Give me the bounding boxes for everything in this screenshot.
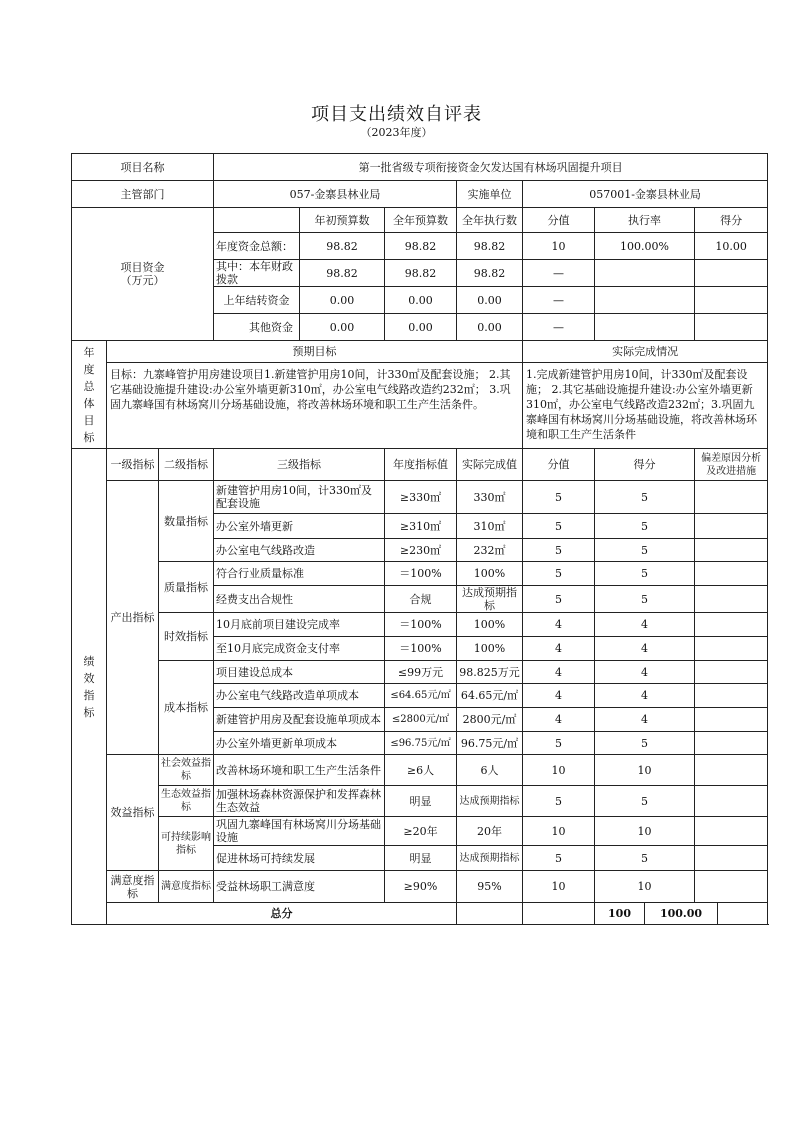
goals-label: [72, 341, 107, 449]
got-cell: 5: [595, 786, 695, 817]
actual-cell: 330㎡: [457, 481, 523, 514]
indicator-header: 一级指标: [107, 449, 159, 481]
deviation-cell: [695, 637, 768, 661]
deviation-cell: [695, 732, 768, 755]
funds-header: 全年预算数: [385, 208, 457, 233]
actual-cell: 310㎡: [457, 514, 523, 539]
score-cell: 5: [523, 786, 595, 817]
got-cell: 5: [595, 514, 695, 539]
target-cell: ≤96.75元/㎡: [385, 732, 457, 755]
target-cell: ≥90%: [385, 871, 457, 903]
deviation-cell: [695, 684, 768, 708]
score-cell: 10: [523, 755, 595, 786]
funds-cell: 0.00: [300, 314, 385, 341]
target-cell: ＝100%: [385, 613, 457, 637]
deviation-cell: [695, 786, 768, 817]
total-label: 总分: [107, 903, 457, 925]
level3-cell: 办公室外墙更新: [214, 514, 385, 539]
indicator-header: 实际完成值: [457, 449, 523, 481]
total-got: 100.00: [645, 903, 718, 925]
deviation-cell: [695, 514, 768, 539]
funds-cell: 0.00: [385, 287, 457, 314]
funds-cell: 98.82: [300, 260, 385, 287]
target-cell: ≥6人: [385, 755, 457, 786]
level3-cell: 办公室外墙更新单项成本: [214, 732, 385, 755]
funds-cell: [695, 314, 768, 341]
funds-cell: [595, 260, 695, 287]
funds-header-blank: [214, 208, 300, 233]
deviation-cell: [695, 562, 768, 586]
score-cell: 5: [523, 562, 595, 586]
funds-header: 全年执行数: [457, 208, 523, 233]
got-cell: 4: [595, 661, 695, 684]
funds-cell: 98.82: [385, 233, 457, 260]
score-cell: 5: [523, 481, 595, 514]
actual-cell: 96.75元/㎡: [457, 732, 523, 755]
funds-row-name: 上年结转资金: [214, 287, 300, 314]
actual-cell: 100%: [457, 562, 523, 586]
indicators-label: [72, 449, 107, 925]
total-blank: [523, 903, 595, 925]
funds-cell: 0.00: [457, 287, 523, 314]
level3-cell: 10月底前项目建设完成率: [214, 613, 385, 637]
score-cell: 4: [523, 637, 595, 661]
score-cell: 10: [523, 817, 595, 846]
level3-cell: 办公室电气线路改造: [214, 539, 385, 562]
level2-cell: 数量指标: [159, 481, 214, 562]
deviation-cell: [695, 846, 768, 871]
funds-row-name: 其他资金: [214, 314, 300, 341]
got-cell: 4: [595, 613, 695, 637]
funds-cell: 98.82: [457, 233, 523, 260]
actual-cell: 2800元/㎡: [457, 708, 523, 732]
score-cell: 5: [523, 732, 595, 755]
funds-cell: —: [523, 287, 595, 314]
funds-header: 执行率: [595, 208, 695, 233]
score-cell: 5: [523, 846, 595, 871]
actual-cell: 100%: [457, 637, 523, 661]
funds-cell: —: [523, 260, 595, 287]
level1-cell: 满意度指标: [107, 871, 159, 903]
actual-cell: 95%: [457, 871, 523, 903]
level3-cell: 项目建设总成本: [214, 661, 385, 684]
got-cell: 5: [595, 539, 695, 562]
deviation-cell: [695, 755, 768, 786]
target-cell: ≥20年: [385, 817, 457, 846]
indicator-header: 偏差原因分析及改进措施: [695, 449, 768, 481]
funds-header: 得分: [695, 208, 768, 233]
project-name-value: 第一批省级专项衔接资金欠发达国有林场巩固提升项目: [214, 154, 768, 181]
got-cell: 4: [595, 684, 695, 708]
level2-cell: 生态效益指标: [159, 786, 214, 817]
total-blank: [457, 903, 523, 925]
impl-value: 057001-金寨县林业局: [523, 181, 768, 208]
actual-result-text: 1.完成新建管护用房10间，计330㎡及配套设施； 2.其它基础设施提升建设:办公室外墙更新310㎡，办公室电气线路改造232㎡；3.巩固九寨峰国有林场窝川分场基础设施，将改善林场环境和职工生产生活条件: [523, 363, 768, 449]
score-cell: 4: [523, 684, 595, 708]
dept-value: 057-金寨县林业局: [214, 181, 457, 208]
target-cell: ≥310㎡: [385, 514, 457, 539]
funds-cell: [595, 314, 695, 341]
score-cell: 4: [523, 661, 595, 684]
target-cell: 明显: [385, 786, 457, 817]
indicator-header: 分值: [523, 449, 595, 481]
score-cell: 4: [523, 708, 595, 732]
target-cell: ＝100%: [385, 637, 457, 661]
level1-cell: 效益指标: [107, 755, 159, 871]
indicators-label-text: 绩 效 指 标: [83, 654, 95, 719]
actual-cell: 6人: [457, 755, 523, 786]
funds-cell: 10: [523, 233, 595, 260]
actual-cell: 64.65元/㎡: [457, 684, 523, 708]
got-cell: 5: [595, 562, 695, 586]
deviation-cell: [695, 871, 768, 903]
funds-cell: 0.00: [457, 314, 523, 341]
level2-cell: 满意度指标: [159, 871, 214, 903]
got-cell: 5: [595, 846, 695, 871]
target-cell: ≤99万元: [385, 661, 457, 684]
actual-cell: 20年: [457, 817, 523, 846]
score-cell: 5: [523, 539, 595, 562]
target-cell: 合规: [385, 586, 457, 613]
actual-cell: 达成预期指标: [457, 586, 523, 613]
page-title: 项目支出绩效自评表: [311, 104, 482, 125]
level2-cell: 社会效益指标: [159, 755, 214, 786]
actual-cell: 98.825万元: [457, 661, 523, 684]
target-cell: ≤64.65元/㎡: [385, 684, 457, 708]
level3-cell: 符合行业质量标准: [214, 562, 385, 586]
score-cell: 5: [523, 586, 595, 613]
funds-cell: 98.82: [385, 260, 457, 287]
funds-cell: [595, 287, 695, 314]
deviation-cell: [695, 613, 768, 637]
indicator-header: 三级指标: [214, 449, 385, 481]
got-cell: 5: [595, 586, 695, 613]
funds-cell: 100.00%: [595, 233, 695, 260]
goals-label-text: 年 度 总 体 目 标: [83, 345, 95, 444]
got-cell: 10: [595, 755, 695, 786]
score-cell: 4: [523, 613, 595, 637]
funds-label-unit: （万元）: [120, 274, 165, 287]
expected-goal-text: 目标：九寨峰管护用房建设项目1.新建管护用房10间，计330㎡及配套设施； 2.其它基础设施提升建设:办公室外墙更新310㎡，办公室电气线路改造约232㎡； 3.巩固九寨峰国有林场窝川分场基础设施，将改善林场环境和职工生产生活条件。: [107, 363, 523, 449]
got-cell: 5: [595, 481, 695, 514]
score-cell: 5: [523, 514, 595, 539]
deviation-cell: [695, 586, 768, 613]
funds-cell: 0.00: [300, 287, 385, 314]
got-cell: 10: [595, 871, 695, 903]
project-name-label: 项目名称: [72, 154, 214, 181]
got-cell: 4: [595, 637, 695, 661]
got-cell: 4: [595, 708, 695, 732]
indicator-header: 得分: [595, 449, 695, 481]
total-deviation: [718, 903, 768, 925]
actual-cell: 232㎡: [457, 539, 523, 562]
target-cell: ≥330㎡: [385, 481, 457, 514]
level2-cell: 可持续影响指标: [159, 817, 214, 871]
level2-cell: 时效指标: [159, 613, 214, 661]
level3-cell: 巩固九寨峰国有林场窝川分场基础设施: [214, 817, 385, 846]
funds-cell: 0.00: [385, 314, 457, 341]
target-cell: ＝100%: [385, 562, 457, 586]
level1-cell: 产出指标: [107, 481, 159, 755]
total-score: 100: [595, 903, 645, 925]
level3-cell: 改善林场环境和职工生产生活条件: [214, 755, 385, 786]
level2-cell: 成本指标: [159, 661, 214, 755]
funds-cell: —: [523, 314, 595, 341]
dept-label: 主管部门: [72, 181, 214, 208]
funds-header: 分值: [523, 208, 595, 233]
actual-cell: 达成预期指标: [457, 786, 523, 817]
level3-cell: 新建管护用房及配套设施单项成本: [214, 708, 385, 732]
actual-cell: 达成预期指标: [457, 846, 523, 871]
level3-cell: 促进林场可持续发展: [214, 846, 385, 871]
funds-cell: 98.82: [300, 233, 385, 260]
actual-cell: 100%: [457, 613, 523, 637]
deviation-cell: [695, 661, 768, 684]
funds-cell: [695, 287, 768, 314]
impl-label: 实施单位: [457, 181, 523, 208]
level3-cell: 经费支出合规性: [214, 586, 385, 613]
score-cell: 10: [523, 871, 595, 903]
target-cell: ≤2800元/㎡: [385, 708, 457, 732]
funds-header: 年初预算数: [300, 208, 385, 233]
level3-cell: 办公室电气线路改造单项成本: [214, 684, 385, 708]
deviation-cell: [695, 539, 768, 562]
funds-label-text: 项目资金: [120, 261, 165, 274]
deviation-cell: [695, 817, 768, 846]
level3-cell: 至10月底完成资金支付率: [214, 637, 385, 661]
deviation-cell: [695, 708, 768, 732]
got-cell: 5: [595, 732, 695, 755]
page-subtitle: （2023年度）: [360, 126, 433, 139]
funds-row-name: 其中：本年财政拨款: [214, 260, 300, 287]
funds-label: [72, 208, 214, 341]
level3-cell: 加强林场森林资源保护和发挥森林生态效益: [214, 786, 385, 817]
funds-cell: [695, 260, 768, 287]
target-cell: 明显: [385, 846, 457, 871]
target-cell: ≥230㎡: [385, 539, 457, 562]
level3-cell: 受益林场职工满意度: [214, 871, 385, 903]
self-evaluation-table: [71, 153, 768, 925]
funds-cell: 98.82: [457, 260, 523, 287]
got-cell: 10: [595, 817, 695, 846]
indicator-header: 二级指标: [159, 449, 214, 481]
funds-cell: 10.00: [695, 233, 768, 260]
funds-row-name: 年度资金总额：: [214, 233, 300, 260]
expected-goal-header: 预期目标: [107, 341, 523, 363]
level3-cell: 新建管护用房10间，计330㎡及配套设施: [214, 481, 385, 514]
level2-cell: 质量指标: [159, 562, 214, 613]
indicator-header: 年度指标值: [385, 449, 457, 481]
deviation-cell: [695, 481, 768, 514]
actual-result-header: 实际完成情况: [523, 341, 768, 363]
